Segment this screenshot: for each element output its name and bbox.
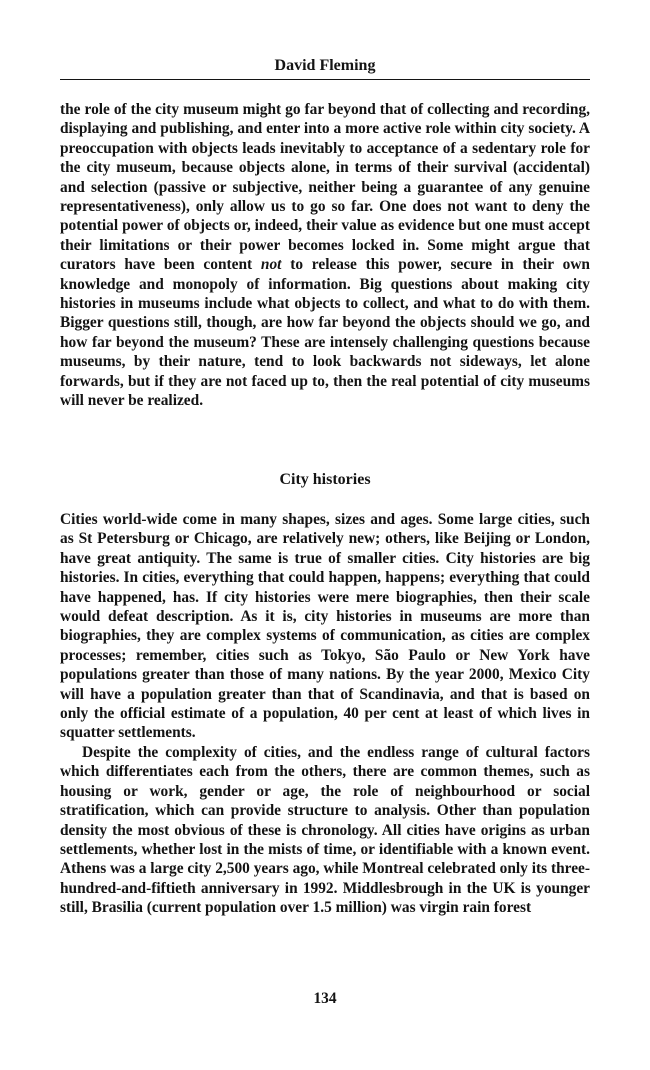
- emphasis-not: not: [260, 256, 282, 274]
- section-heading: City histories: [279, 471, 371, 488]
- paragraph-1: [60, 100, 590, 411]
- paragraph-1-text-a: the role of the city museum might go far beyond that of collecting and recording, displaying and publishing, and enter into a more active role within city society. A preoccupation with objects leads inevitably to acceptance of a sedentary role for the city museum, because objects alone, in terms of their survival (accidental) and selection (passive or subjective, neither being a guarantee of any genuine representativeness), only allow us to go so far. One does not want to deny the potential power of objects or, indeed, their value as evidence but one must accept their limitations or their power becomes locked in. Some might argue that curators have been content: [60, 101, 590, 274]
- paragraph-1-text-b: to release this power, secure in their own knowledge and monopoly of information. Big questions about making city histories in museums include what objects to collect, and what to do with them. Bigger questions still, though, are how far beyond the objects should we go, and how far beyond the museum? These are intensely challenging questions because museums, by their nature, tend to look backwards not sideways, let alone forwards, but if they are not faced up to, then the real potential of city museums will never be realized.: [60, 256, 590, 410]
- paragraph-2: Cities world-wide come in many shapes, sizes and ages. Some large cities, such as St Petersburg or Chicago, are relatively new; others, like Beijing or London, have great antiquity. The same is true of smaller cities. City histories are big histories. In cities, everything that could happen, happens; everything that could have happened, has. If city histories were mere biographies, then their scale would defeat description. As it is, city histories in museums are more than biographies, they are complex systems of communication, as cities are complex processes; remember, cities such as Tokyo, São Paulo or New York have populations greater than those of many nations. By the year 2000, Mexico City will have a population greater than that of Scandinavia, and that is based on only the official estimate of a population, 40 per cent at least of which lives in squatter settlements.: [60, 511, 590, 742]
- header-rule: [60, 79, 590, 80]
- paragraph-block-2: [60, 510, 590, 918]
- running-head: David Fleming: [274, 57, 376, 74]
- paragraph-3: Despite the complexity of cities, and the endless range of cultural factors which differentiates each from the others, there are common themes, such as housing or work, gender or age, the role of neighbourhood or social stratification, which can provide structure to analysis. Other than population density the most obvious of these is chronology. All cities have origins as urban settlements, whether lost in the mists of time, or identifiable with a known event. Athens was a large city 2,500 years ago, while Montreal celebrated only its three-hundred-and-fiftieth anniversary in 1992. Middlesbrough in the UK is younger still, Brasilia (current population over 1.5 million) was virgin rain forest: [60, 743, 590, 917]
- paragraph-block-1: [60, 100, 590, 411]
- page-number: 134: [313, 990, 337, 1007]
